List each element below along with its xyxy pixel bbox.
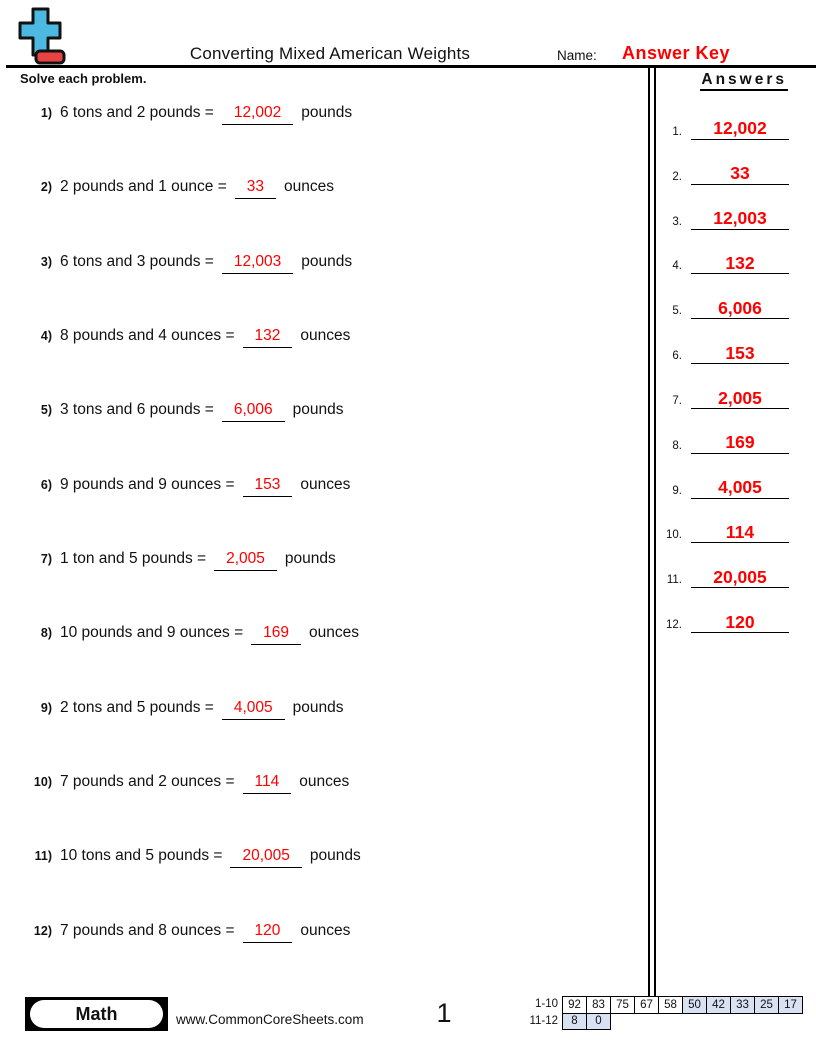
problem-row <box>30 253 630 327</box>
problem-unit: ounces <box>300 327 351 345</box>
answer-value: 20,005 <box>691 568 789 588</box>
problem-text: 10 pounds and 9 ounces = <box>60 624 244 642</box>
answer-value: 6,006 <box>691 299 789 319</box>
problem-unit: pounds <box>309 847 361 865</box>
score-range-label: 1-10 <box>534 998 558 1010</box>
problem-unit: pounds <box>301 104 353 121</box>
answer-number: 5. <box>672 305 682 318</box>
problem-answer-blank: 12,002 <box>222 104 293 125</box>
score-cell: 25 <box>754 996 779 1014</box>
problem-unit: ounces <box>309 624 359 642</box>
problem-answer-blank: 6,006 <box>222 401 285 422</box>
answer-value: 132 <box>691 254 789 274</box>
answer-item <box>661 409 789 454</box>
website-link: www.CommonCoreSheets.com <box>176 1012 364 1027</box>
subject-badge: Math <box>30 1000 163 1028</box>
score-row <box>522 996 803 1014</box>
answer-item <box>661 274 789 319</box>
answer-item <box>661 588 789 633</box>
problem-unit: ounces <box>300 475 351 493</box>
answer-number: 11. <box>666 574 682 587</box>
answer-item <box>661 454 789 499</box>
problem-text: 7 pounds and 2 ounces = <box>60 773 235 791</box>
problem-unit: ounces <box>299 773 350 791</box>
problem-row <box>30 104 630 178</box>
problem-number: 7) <box>40 552 52 567</box>
problem-unit: ounces <box>284 178 335 196</box>
answer-number: 1. <box>672 125 682 138</box>
score-cell: 83 <box>586 996 611 1014</box>
problem-text: 7 pounds and 8 ounces = <box>60 921 235 939</box>
name-value: Answer Key <box>622 43 731 63</box>
problem-answer-blank: 169 <box>251 624 301 645</box>
answer-value: 169 <box>691 433 789 453</box>
problems-list <box>30 104 630 996</box>
problem-row <box>30 550 630 624</box>
problem-number: 10) <box>33 775 52 790</box>
problem-text: 1 ton and 5 pounds = <box>60 550 207 568</box>
answer-value: 114 <box>691 523 789 543</box>
subject-bar <box>25 997 168 1031</box>
problem-answer-blank: 20,005 <box>230 847 301 868</box>
problem-row <box>30 401 630 475</box>
score-cell: 8 <box>562 1013 587 1031</box>
problem-number: 5) <box>40 403 52 418</box>
name-label: Name: <box>557 48 597 63</box>
problem-text: 8 pounds and 4 ounces = <box>60 327 235 345</box>
header-rule <box>6 65 816 68</box>
answer-value: 153 <box>691 344 789 364</box>
problem-number: 8) <box>40 626 52 641</box>
score-cell: 67 <box>634 996 659 1014</box>
answer-value: 2,005 <box>691 389 789 409</box>
page-title: Converting Mixed American Weights <box>189 44 471 63</box>
answer-number: 3. <box>672 215 682 228</box>
problem-row <box>30 773 630 847</box>
problem-number: 9) <box>40 700 52 715</box>
answer-item <box>661 364 789 409</box>
problem-unit: pounds <box>301 252 353 270</box>
problem-text: 6 tons and 3 pounds = <box>60 252 214 270</box>
problem-number: 6) <box>40 477 52 492</box>
answer-number: 2. <box>672 170 682 183</box>
problem-row <box>30 699 630 773</box>
instructions-text: Solve each problem. <box>20 71 147 86</box>
answer-item <box>661 499 789 544</box>
answer-item <box>661 543 789 588</box>
problem-number: 1) <box>40 106 52 120</box>
answer-value: 4,005 <box>691 478 789 498</box>
answer-number: 6. <box>672 350 682 363</box>
problem-answer-blank: 33 <box>235 178 276 199</box>
score-cell: 42 <box>706 996 731 1014</box>
problem-text: 3 tons and 6 pounds = <box>60 401 214 419</box>
problem-unit: ounces <box>300 921 351 939</box>
problem-unit: pounds <box>284 550 336 568</box>
problem-number: 3) <box>40 254 52 269</box>
problem-row <box>30 476 630 550</box>
problem-number: 12) <box>33 923 52 938</box>
problem-text: 10 tons and 5 pounds = <box>60 847 223 865</box>
problem-answer-blank: 114 <box>243 773 292 794</box>
score-row <box>522 1013 803 1031</box>
answer-number: 12. <box>666 619 682 632</box>
problem-row <box>30 178 630 252</box>
score-cell: 0 <box>586 1013 611 1031</box>
answers-panel-title: Answers <box>700 71 788 91</box>
answer-item <box>661 185 789 230</box>
problem-answer-blank: 120 <box>243 922 293 943</box>
problem-number: 4) <box>40 329 52 344</box>
problem-answer-blank: 2,005 <box>214 550 277 571</box>
score-cell: 75 <box>610 996 635 1014</box>
answer-number: 4. <box>672 260 682 273</box>
answer-number: 10. <box>666 529 682 542</box>
problem-answer-blank: 153 <box>243 476 293 497</box>
problem-row <box>30 624 630 698</box>
answer-number: 9. <box>672 484 682 497</box>
answers-panel-header <box>660 71 788 89</box>
answer-item <box>661 140 789 185</box>
score-range-label: 11-12 <box>529 1014 558 1027</box>
problem-text: 2 pounds and 1 ounce = <box>60 178 227 196</box>
answers-column-divider <box>648 66 656 996</box>
problem-text: 9 pounds and 9 ounces = <box>60 475 235 493</box>
problem-row <box>30 327 630 401</box>
answer-item <box>661 319 789 364</box>
score-cell: 33 <box>730 996 755 1014</box>
score-cell: 17 <box>778 996 803 1014</box>
answer-item <box>661 95 789 140</box>
minus-icon <box>36 51 64 63</box>
problem-answer-blank: 12,003 <box>222 253 293 274</box>
problem-text: 6 tons and 2 pounds = <box>60 104 214 121</box>
commoncoresheets-logo <box>15 6 67 66</box>
answer-value: 12,002 <box>691 119 789 139</box>
score-cell: 92 <box>562 996 587 1014</box>
plus-icon <box>20 9 60 55</box>
problem-answer-blank: 4,005 <box>222 699 285 720</box>
problem-unit: pounds <box>292 698 344 716</box>
problem-text: 2 tons and 5 pounds = <box>60 698 214 716</box>
answer-item <box>661 230 789 275</box>
score-cell: 58 <box>658 996 683 1014</box>
answer-value: 120 <box>691 613 789 633</box>
problem-unit: pounds <box>292 401 344 419</box>
answer-value: 12,003 <box>691 209 789 229</box>
page-number: 1 <box>436 998 452 1028</box>
answer-number: 7. <box>672 394 682 407</box>
answer-number: 8. <box>672 439 682 452</box>
score-cell: 50 <box>682 996 707 1014</box>
problem-number: 11) <box>34 849 52 864</box>
score-table <box>522 996 803 1030</box>
answers-list <box>661 95 789 633</box>
answer-value: 33 <box>691 164 789 184</box>
problem-number: 2) <box>40 180 52 195</box>
problem-row <box>30 847 630 921</box>
problem-row <box>30 922 630 996</box>
problem-answer-blank: 132 <box>243 327 293 348</box>
